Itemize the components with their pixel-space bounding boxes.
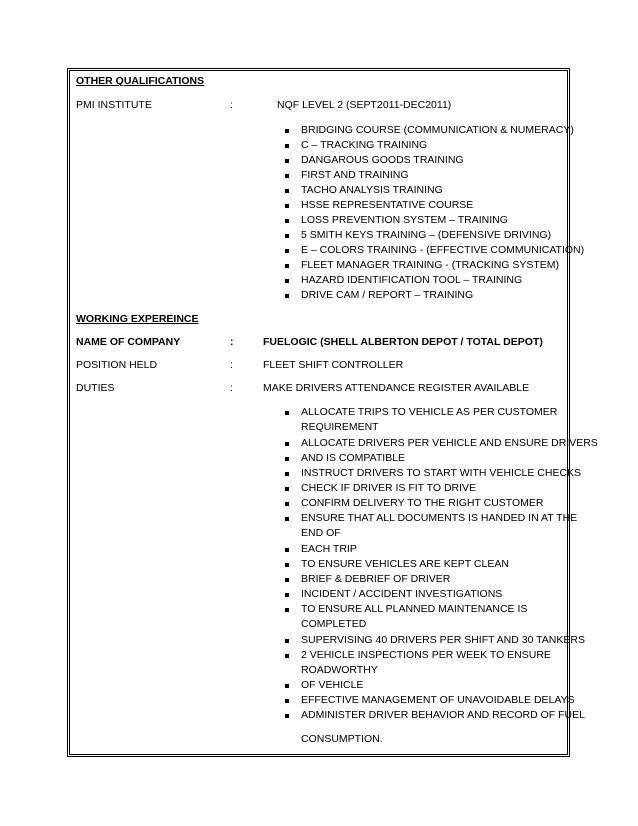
course-bullet <box>285 234 289 238</box>
duty-bullet <box>285 608 289 612</box>
duty-item: INSTRUCT DRIVERS TO START WITH VEHICLE CHECKS <box>301 467 582 479</box>
course-item: HAZARD IDENTIFICATION TOOL – TRAINING <box>301 274 523 286</box>
course-item: DANGAROUS GOODS TRAINING <box>301 154 464 166</box>
duty-item: COMPLETED <box>301 618 367 630</box>
course-bullet <box>285 294 289 298</box>
duty-item: REQUIREMENT <box>301 421 379 433</box>
duty-item: INCIDENT / ACCIDENT INVESTIGATIONS <box>301 588 503 600</box>
course-bullet <box>285 129 289 133</box>
course-bullet <box>285 219 289 223</box>
duty-bullet <box>285 654 289 658</box>
duty-item: END OF <box>301 527 341 539</box>
course-item: TACHO ANALYSIS TRAINING <box>301 184 443 196</box>
duty-item: TO ENSURE ALL PLANNED MAINTENANCE IS <box>301 603 528 615</box>
duty-item: BRIEF & DEBRIEF OF DRIVER <box>301 573 451 585</box>
duties-label: DUTIES <box>76 382 115 394</box>
course-item: C – TRACKING TRAINING <box>301 139 428 151</box>
course-item: BRIDGING COURSE (COMMUNICATION & NUMERACY) <box>301 124 574 136</box>
duty-item: TO ENSURE VEHICLES ARE KEPT CLEAN <box>301 558 509 570</box>
course-item: LOSS PREVENTION SYSTEM – TRAINING <box>301 214 508 226</box>
other-qualifications-heading: OTHER QUALIFICATIONS <box>76 75 205 87</box>
duty-bullet <box>285 714 289 718</box>
company-colon: : <box>230 336 234 348</box>
position-value: FLEET SHIFT CONTROLLER <box>263 359 404 371</box>
position-label: POSITION HELD <box>76 359 158 371</box>
duty-bullet <box>285 502 289 506</box>
course-item: 5 SMITH KEYS TRAINING – (DEFENSIVE DRIVING) <box>301 229 552 241</box>
duty-bullet <box>285 442 289 446</box>
pmi-colon: : <box>230 99 233 111</box>
duty-bullet <box>285 517 289 521</box>
duty-item: CHECK IF DRIVER IS FIT TO DRIVE <box>301 482 477 494</box>
duty-item: 2 VEHICLE INSPECTIONS PER WEEK TO ENSURE <box>301 649 551 661</box>
duty-bullet <box>285 578 289 582</box>
duty-bullet <box>285 457 289 461</box>
duty-item: AND IS COMPATIBLE <box>301 452 406 464</box>
duty-bullet <box>285 548 289 552</box>
duty-bullet <box>285 563 289 567</box>
duties-colon: : <box>230 382 233 394</box>
duty-item: ADMINISTER DRIVER BEHAVIOR AND RECORD OF FUEL <box>301 709 585 721</box>
duty-item: EACH TRIP <box>301 543 357 555</box>
duty-bullet <box>285 639 289 643</box>
duty-item: ROADWORTHY <box>301 664 378 676</box>
course-bullet <box>285 174 289 178</box>
duty-item: ALLOCATE TRIPS TO VEHICLE AS PER CUSTOMER <box>301 406 558 418</box>
position-colon: : <box>230 359 233 371</box>
duties-value: MAKE DRIVERS ATTENDANCE REGISTER AVAILABLE <box>263 382 530 394</box>
course-bullet <box>285 264 289 268</box>
course-item: HSSE REPRESENTATIVE COURSE <box>301 199 474 211</box>
duty-item: OF VEHICLE <box>301 679 364 691</box>
duty-bullet <box>285 472 289 476</box>
duty-bullet <box>285 699 289 703</box>
working-experience-heading: WORKING EXPEREINCE <box>76 313 199 325</box>
course-item: FLEET MANAGER TRAINING - (TRACKING SYSTEM) <box>301 259 560 271</box>
pmi-label: PMI INSTITUTE <box>76 99 152 111</box>
duty-item: CONFIRM DELIVERY TO THE RIGHT CUSTOMER <box>301 497 544 509</box>
duty-item: SUPERVISING 40 DRIVERS PER SHIFT AND 30 TANKERS <box>301 634 585 646</box>
duty-bullet <box>285 411 289 415</box>
company-value: FUELOGIC (SHELL ALBERTON DEPOT / TOTAL DEPOT) <box>263 336 543 348</box>
company-label: NAME OF COMPANY <box>76 336 181 348</box>
duty-bullet <box>285 487 289 491</box>
course-bullet <box>285 144 289 148</box>
course-bullet <box>285 249 289 253</box>
course-item: DRIVE CAM / REPORT – TRAINING <box>301 289 474 301</box>
course-item: FIRST AND TRAINING <box>301 169 409 181</box>
duty-bullet <box>285 593 289 597</box>
course-bullet <box>285 159 289 163</box>
course-item: E – COLORS TRAINING - (EFFECTIVE COMMUNICATION) <box>301 244 585 256</box>
course-bullet <box>285 189 289 193</box>
course-bullet <box>285 279 289 283</box>
duty-bullet <box>285 684 289 688</box>
duty-item: EFFECTIVE MANAGEMENT OF UNAVOIDABLE DELAYS <box>301 694 575 706</box>
duty-item: ALLOCATE DRIVERS PER VEHICLE AND ENSURE DRIVERS <box>301 437 598 449</box>
duty-item: CONSUMPTION. <box>301 733 383 745</box>
duty-item: ENSURE THAT ALL DOCUMENTS IS HANDED IN AT THE <box>301 512 578 524</box>
course-bullet <box>285 204 289 208</box>
pmi-value: NQF LEVEL 2 (SEPT2011-DEC2011) <box>277 99 452 111</box>
